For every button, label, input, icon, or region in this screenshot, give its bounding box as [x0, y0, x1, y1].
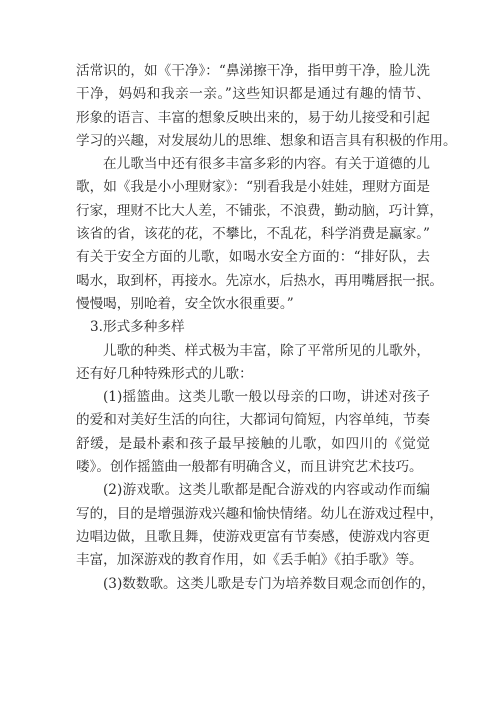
text-line: 写的，目的是增强游戏兴趣和愉快情绪。幼儿在游戏过程中， [76, 505, 444, 522]
paragraph-first-line: (2)游戏歌。这类儿歌都是配合游戏的内容或动作而编 [103, 482, 430, 499]
paragraph-first-line: (3)数数歌。这类儿歌是专门为培养数目观念而创作的， [103, 575, 435, 592]
text-line: 舒缓，是最朴素和孩子最早接触的儿歌，如四川的《觉觉 [76, 435, 430, 452]
section-heading: 3.形式多种多样 [90, 319, 185, 336]
document-page [76, 60, 457, 596]
text-line: 丰富，加深游戏的教育作用，如《丢手帕》《拍手歌》等。 [76, 552, 423, 569]
text-line: 学习的兴趣，对发展幼儿的思维、想象和语言具有积极的作用。 [76, 132, 457, 149]
text-line: 干净，妈妈和我亲一亲。”这些知识都是通过有趣的情节、 [76, 86, 430, 103]
paragraph-first-line: (1)摇篮曲。这类儿歌一般以母亲的口吻，讲述对孩子 [103, 389, 430, 406]
text-line: 活常识的，如《干净》：“鼻涕擦干净，指甲剪干净，脸儿洗 [76, 63, 430, 79]
text-line: 的爱和对美好生活的向往，大都词句简短，内容单纯，节奏 [76, 412, 430, 429]
text-line: 歌，如《我是小小理财家》：“别看我是小娃娃，理财方面是 [76, 179, 430, 196]
text-line: 形象的语言、丰富的想象反映出来的，易于幼儿接受和引起 [76, 109, 430, 126]
text-line: 喝水，取到杯，再接水。先凉水，后热水，再用嘴唇抿一抿。 [76, 272, 444, 289]
paragraph-first-line: 儿歌的种类、样式极为丰富，除了平常所见的儿歌外， [103, 342, 430, 359]
text-line: 有关于安全方面的儿歌，如喝水安全方面的：“排好队，去 [76, 249, 430, 266]
text-line: 喽》。创作摇篮曲一般都有明确含义，而且讲究艺术技巧。 [76, 459, 423, 476]
text-line: 还有好几种特殊形式的儿歌： [76, 365, 253, 382]
text-line: 边唱边做，且歌且舞，使游戏更富有节奏感，使游戏内容更 [76, 528, 430, 545]
text-line: 慢慢喝，别呛着，安全饮水很重要。” [76, 295, 294, 312]
paragraph-first-line: 在儿歌当中还有很多丰富多彩的内容。有关于道德的儿 [103, 156, 430, 173]
text-line: 行家，理财不比大人差，不铺张，不浪费，勤动脑，巧计算， [76, 202, 444, 219]
text-line: 该省的省，该花的花，不攀比，不乱花，科学消费是赢家。” [76, 226, 430, 243]
